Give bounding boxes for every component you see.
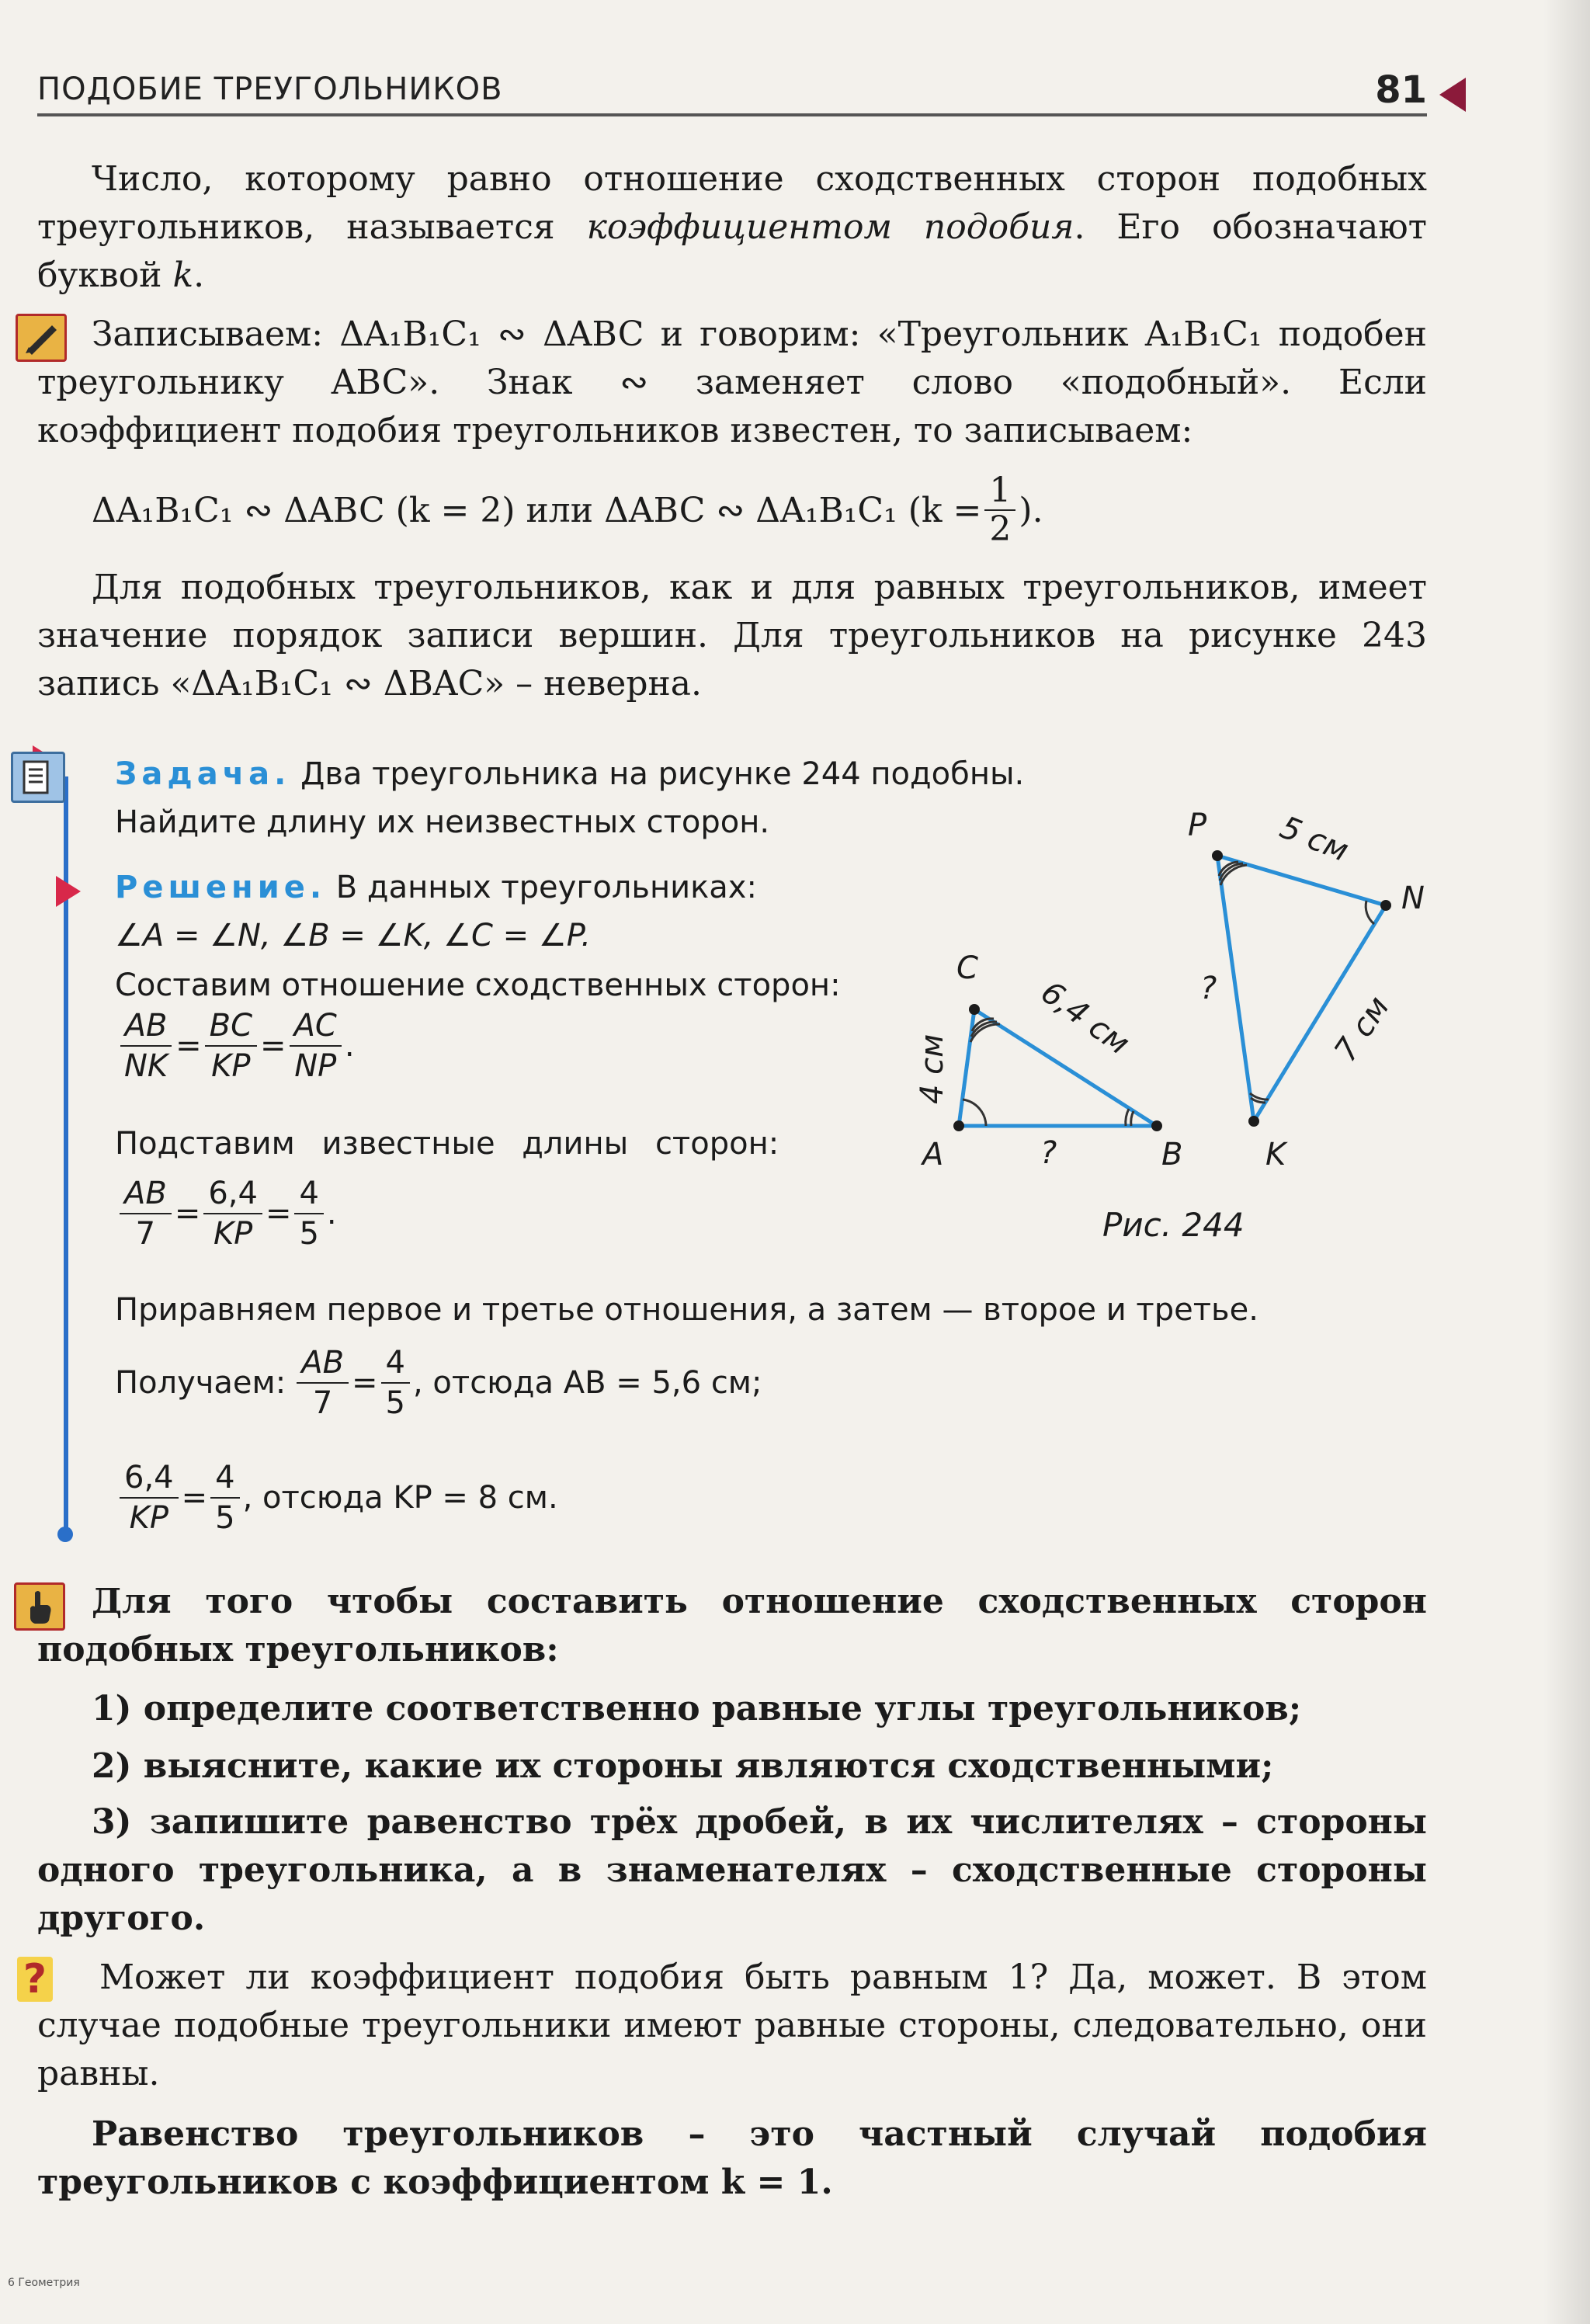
vertex-label-n: N xyxy=(1401,881,1425,916)
angle-arcs xyxy=(963,862,1374,1126)
ratio-sides: $\frac{AB}{NK}$ = $\frac{BC}{KP}$ = $\frac{AC}{NP}$ . xyxy=(116,1006,355,1086)
rule-intro: Для того чтобы составить отношение сходственных сторон подобных треугольников: xyxy=(37,1582,1427,1669)
figure-244 xyxy=(901,792,1460,1273)
page-marker-icon xyxy=(1439,78,1466,112)
page-number: 81 xyxy=(1375,68,1427,112)
vertex-order-paragraph: Для подобных треугольников, как и для равных треугольников, имеет значение порядок записи вершин. Для треугольников на рисунке 243 запись «ΔA₁B₁C₁ ∾ ΔBAC» – неверна. xyxy=(37,568,1427,703)
task-text: Задача. Два треугольника на рисунке 244 подобны. xyxy=(115,756,1025,792)
task-sidebar-end xyxy=(57,1527,73,1542)
fraction-one-half: $\frac{1}{2}$ xyxy=(984,472,1015,549)
side-label-pn: 5 см xyxy=(1275,809,1354,870)
solution-marker-icon xyxy=(56,876,81,907)
footer-note: 6 Геометрия xyxy=(8,2277,80,2289)
equation-kp: $\frac{6,4}{KP}$ = $\frac{4}{5}$ , отсюда KP = 8 см. xyxy=(116,1458,558,1537)
side-label-nk: 7 см xyxy=(1328,989,1397,1068)
question-paragraph: Может ли коэффициент подобия быть равным 1? Да, может. В этом случае подобные треугольники имеют равные стороны, следовательно, они равны. xyxy=(37,1958,1427,2093)
vertices xyxy=(953,850,1391,1131)
side-label-ab: ? xyxy=(1040,1135,1057,1171)
vertex-label-k: K xyxy=(1265,1137,1286,1172)
equation-ab: Получаем: $\frac{AB}{7}$ = $\frac{4}{5}$ , отсюда AB = 5,6 см; xyxy=(115,1345,762,1421)
task-label: Задача. xyxy=(115,756,291,792)
solution-label: Решение. xyxy=(115,870,327,905)
term-similarity-coefficient: коэффициентом подобия xyxy=(586,207,1074,247)
figure-caption: Рис. 244 xyxy=(1102,1206,1245,1244)
solution-step1: Составим отношение сходственных сторон: xyxy=(115,967,841,1003)
rule-item-1: 1) определите соответственно равные углы треугольников; xyxy=(92,1689,1302,1728)
angle-equalities: ∠A = ∠N, ∠B = ∠K, ∠C = ∠P. xyxy=(115,918,592,954)
vertex-label-p: P xyxy=(1188,808,1207,843)
page-edge-shadow xyxy=(1543,0,1590,2324)
running-head: ПОДОБИЕ ТРЕУГОЛЬНИКОВ xyxy=(37,71,503,107)
question-mark-icon: ? xyxy=(17,1957,53,2002)
header-rule xyxy=(37,113,1427,116)
vertex-label-b: B xyxy=(1161,1137,1183,1172)
book-icon xyxy=(11,752,65,803)
triangle-pnk xyxy=(1217,856,1386,1121)
vertex-label-a: A xyxy=(922,1137,944,1172)
solution-step2: Подставим известные длины сторон: xyxy=(115,1126,779,1162)
solution-intro: Решение. В данных треугольниках: xyxy=(115,870,757,905)
ratio-values: $\frac{AB}{7}$ = $\frac{6,4}{KP}$ = $\frac{4}{5}$ . xyxy=(116,1174,337,1253)
side-label-cb: 6,4 см xyxy=(1034,974,1137,1062)
side-label-pk: ? xyxy=(1200,971,1217,1006)
definition-paragraph: Число, которому равно отношение сходственных сторон подобных треугольников, называется коэффициентом подобия. Его обозначают буквой k. xyxy=(37,159,1427,295)
conclusion-paragraph: Равенство треугольников – это частный случай подобия треугольников с коэффициентом k = 1. xyxy=(37,2114,1427,2202)
side-label-ca: 4 см xyxy=(915,1033,950,1104)
rule-item-2: 2) выясните, какие их стороны являются сходственными; xyxy=(92,1746,1274,1786)
rule-item-3: 3) запишите равенство трёх дробей, в их числителях – стороны одного треугольника, а в знаменателях – сходственные стороны другого. xyxy=(37,1802,1427,1938)
notation-paragraph: Записываем: ΔA₁B₁C₁ ∾ ΔABC и говорим: «Треугольник A₁B₁C₁ подобен треугольнику ABC». Знак ∾ заменяет слово «подобный». Если коэффициент подобия треугольников известен, то записываем: xyxy=(37,314,1427,450)
vertex-label-c: C xyxy=(956,950,978,986)
solution-step3: Приравняем первое и третье отношения, а затем — второе и третье. xyxy=(115,1292,1258,1328)
notation-formula: ΔA₁B₁C₁ ∾ ΔABC (k = 2) или ΔABC ∾ ΔA₁B₁C₁ (k = $\frac{1}{2}$ ). xyxy=(92,471,1043,550)
task-text-line2: Найдите длину их неизвестных сторон. xyxy=(115,804,770,840)
